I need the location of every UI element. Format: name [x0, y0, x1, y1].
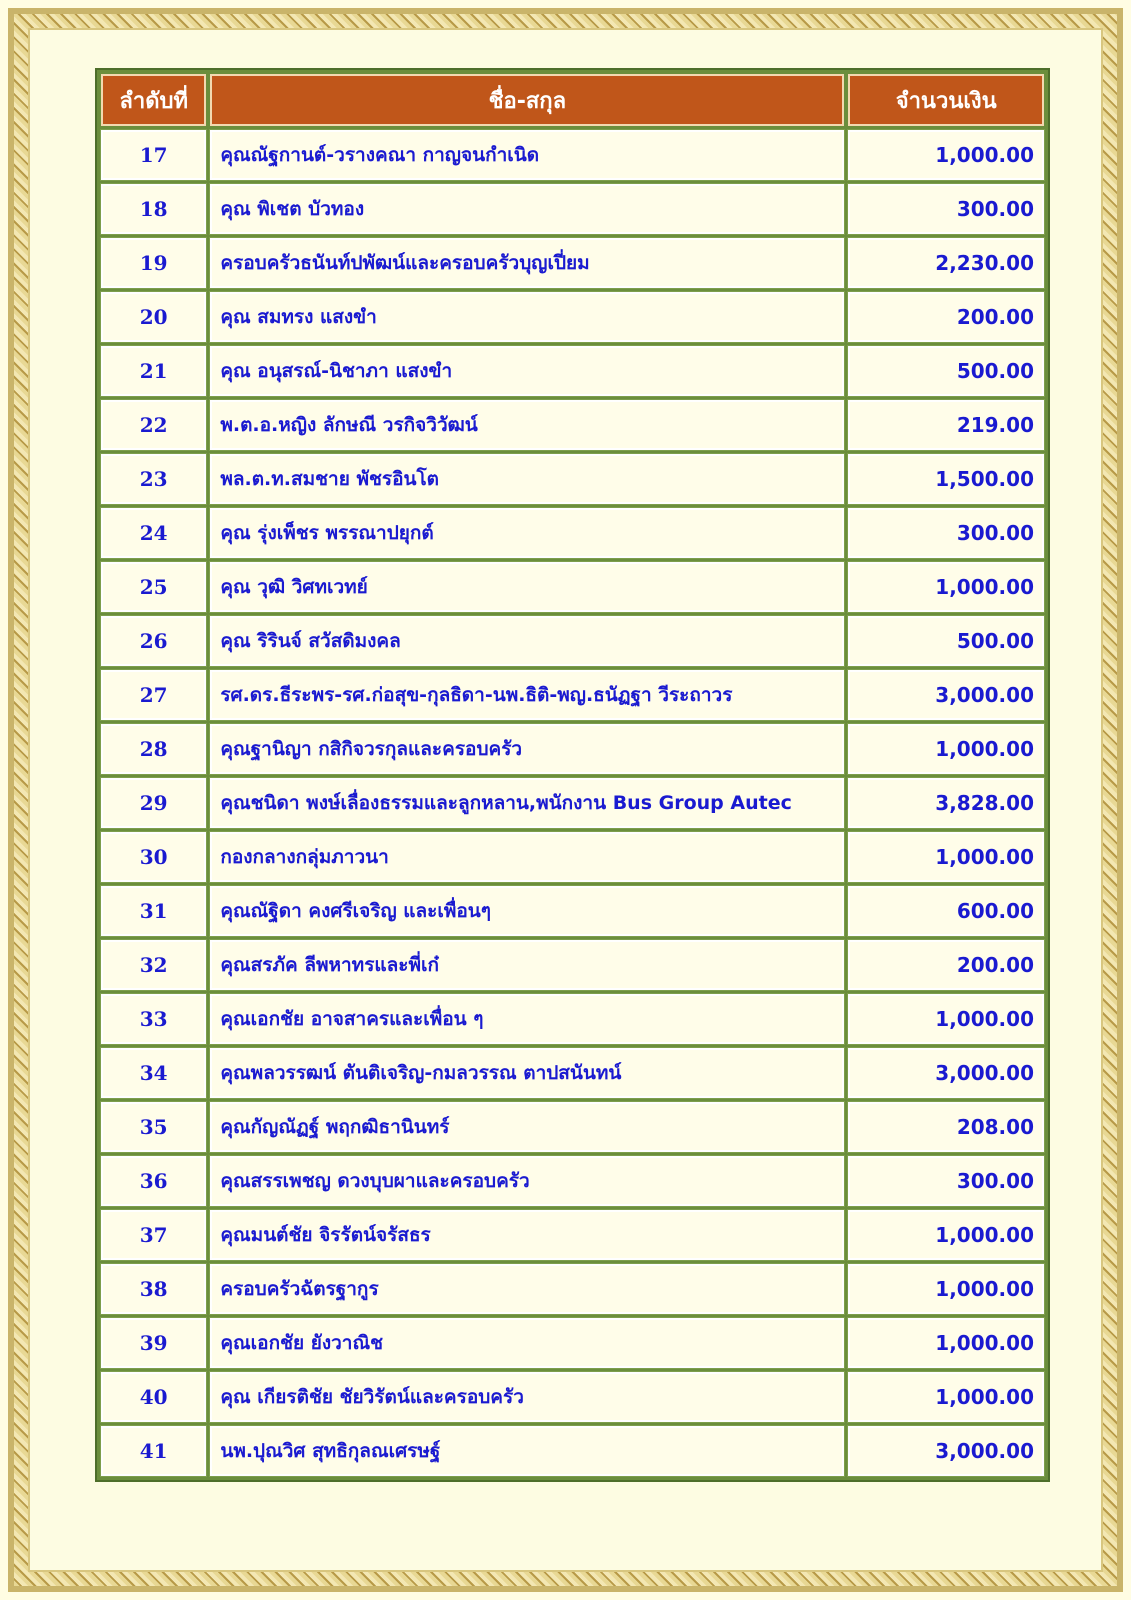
table-row [101, 886, 1044, 936]
order-number-cell: 34 [101, 1048, 206, 1098]
amount-cell: 3,828.00 [848, 778, 1044, 828]
name-cell: กองกลางกลุ่มภาวนา [210, 832, 844, 882]
order-number-cell: 27 [101, 670, 206, 720]
amount-cell: 1,000.00 [848, 562, 1044, 612]
amount-cell: 3,000.00 [848, 1048, 1044, 1098]
amount-cell: 300.00 [848, 1156, 1044, 1206]
order-number-cell: 26 [101, 616, 206, 666]
table-row [101, 346, 1044, 396]
order-number-cell: 21 [101, 346, 206, 396]
order-number-cell: 38 [101, 1264, 206, 1314]
name-cell: คุณณัฐิดา คงศรีเจริญ และเพื่อนๆ [210, 886, 844, 936]
header-order-number: ลำดับที่ [101, 74, 206, 126]
name-cell: ครอบครัวธนันท์ปพัฒน์และครอบครัวบุญเปี่ยม [210, 238, 844, 288]
header-amount: จำนวนเงิน [848, 74, 1044, 126]
amount-cell: 1,000.00 [848, 1318, 1044, 1368]
amount-cell: 1,000.00 [848, 130, 1044, 180]
amount-cell: 1,500.00 [848, 454, 1044, 504]
table-row [101, 994, 1044, 1044]
name-cell: คุณฐานิญา กสิกิจวรกุลและครอบครัว [210, 724, 844, 774]
name-cell: พล.ต.ท.สมชาย พัชรอินโต [210, 454, 844, 504]
name-cell: คุณพลวรรฒน์ ตันติเจริญ-กมลวรรณ ตาปสนันทน์ [210, 1048, 844, 1098]
amount-cell: 500.00 [848, 346, 1044, 396]
name-cell: คุณณัฐกานต์-วรางคณา กาญจนกำเนิด [210, 130, 844, 180]
name-cell: ครอบครัวฉัตรฐากูร [210, 1264, 844, 1314]
amount-cell: 219.00 [848, 400, 1044, 450]
order-number-cell: 25 [101, 562, 206, 612]
table-row [101, 292, 1044, 342]
table-body [101, 130, 1044, 1476]
table-row [101, 562, 1044, 612]
table-row [101, 724, 1044, 774]
name-cell: นพ.ปุณวิศ สุทธิกุลณเศรษฐ์ [210, 1426, 844, 1476]
order-number-cell: 19 [101, 238, 206, 288]
table-row [101, 400, 1044, 450]
name-cell: คุณกัญณัฏฐ์ พฤกฒิธานินทร์ [210, 1102, 844, 1152]
amount-cell: 1,000.00 [848, 1372, 1044, 1422]
table-header-row [101, 74, 1044, 126]
name-cell: คุณ สมทรง แสงขำ [210, 292, 844, 342]
amount-cell: 1,000.00 [848, 1210, 1044, 1260]
table-row [101, 1048, 1044, 1098]
table-row [101, 184, 1044, 234]
order-number-cell: 41 [101, 1426, 206, 1476]
amount-cell: 200.00 [848, 292, 1044, 342]
name-cell: พ.ต.อ.หญิง ลักษณี วรกิจวิวัฒน์ [210, 400, 844, 450]
table-row [101, 1372, 1044, 1422]
table-row [101, 1102, 1044, 1152]
name-cell: คุณ ริรินจ์ สวัสดิมงคล [210, 616, 844, 666]
amount-cell: 1,000.00 [848, 994, 1044, 1044]
table-row [101, 238, 1044, 288]
amount-cell: 2,230.00 [848, 238, 1044, 288]
amount-cell: 3,000.00 [848, 670, 1044, 720]
table-row [101, 616, 1044, 666]
table-row [101, 670, 1044, 720]
name-cell: คุณเอกชัย อาจสาครและเพื่อน ๆ [210, 994, 844, 1044]
table-row [101, 1426, 1044, 1476]
table-row [101, 940, 1044, 990]
order-number-cell: 18 [101, 184, 206, 234]
table-row [101, 778, 1044, 828]
order-number-cell: 35 [101, 1102, 206, 1152]
table-row [101, 832, 1044, 882]
table-row [101, 1318, 1044, 1368]
name-cell: คุณสรรเพชญ ดวงบุบผาและครอบครัว [210, 1156, 844, 1206]
table-row [101, 1210, 1044, 1260]
amount-cell: 200.00 [848, 940, 1044, 990]
order-number-cell: 30 [101, 832, 206, 882]
amount-cell: 600.00 [848, 886, 1044, 936]
order-number-cell: 29 [101, 778, 206, 828]
name-cell: คุณ อนุสรณ์-นิชาภา แสงขำ [210, 346, 844, 396]
name-cell: รศ.ดร.ธีระพร-รศ.ก่อสุข-กุลธิดา-นพ.ธิติ-พญ.ธนัฏฐา วีระถาวร [210, 670, 844, 720]
name-cell: คุณเอกชัย ยังวาณิช [210, 1318, 844, 1368]
order-number-cell: 36 [101, 1156, 206, 1206]
name-cell: คุณสรภัค ลีพหาทรและพี่เก๋ [210, 940, 844, 990]
order-number-cell: 17 [101, 130, 206, 180]
table-row [101, 1156, 1044, 1206]
amount-cell: 1,000.00 [848, 724, 1044, 774]
name-cell: คุณ เกียรติชัย ชัยวิรัตน์และครอบครัว [210, 1372, 844, 1422]
name-cell: คุณ วุฒิ วิศทเวทย์ [210, 562, 844, 612]
table-row [101, 130, 1044, 180]
donation-table [95, 68, 1050, 1482]
order-number-cell: 20 [101, 292, 206, 342]
amount-cell: 500.00 [848, 616, 1044, 666]
order-number-cell: 40 [101, 1372, 206, 1422]
table-row [101, 508, 1044, 558]
order-number-cell: 22 [101, 400, 206, 450]
name-cell: คุณ พิเชต บัวทอง [210, 184, 844, 234]
order-number-cell: 37 [101, 1210, 206, 1260]
order-number-cell: 32 [101, 940, 206, 990]
name-cell: คุณ รุ่งเพ็ชร พรรณาปยุกต์ [210, 508, 844, 558]
amount-cell: 1,000.00 [848, 832, 1044, 882]
amount-cell: 300.00 [848, 184, 1044, 234]
order-number-cell: 33 [101, 994, 206, 1044]
name-cell: คุณชนิดา พงษ์เลื่องธรรมและลูกหลาน,พนักงาน Bus Group Autec [210, 778, 844, 828]
table-row [101, 454, 1044, 504]
header-name: ชื่อ-สกุล [210, 74, 844, 126]
order-number-cell: 23 [101, 454, 206, 504]
amount-cell: 300.00 [848, 508, 1044, 558]
amount-cell: 208.00 [848, 1102, 1044, 1152]
order-number-cell: 28 [101, 724, 206, 774]
table-row [101, 1264, 1044, 1314]
amount-cell: 1,000.00 [848, 1264, 1044, 1314]
amount-cell: 3,000.00 [848, 1426, 1044, 1476]
name-cell: คุณมนต์ชัย จิรรัตน์จรัสธร [210, 1210, 844, 1260]
order-number-cell: 31 [101, 886, 206, 936]
order-number-cell: 39 [101, 1318, 206, 1368]
order-number-cell: 24 [101, 508, 206, 558]
